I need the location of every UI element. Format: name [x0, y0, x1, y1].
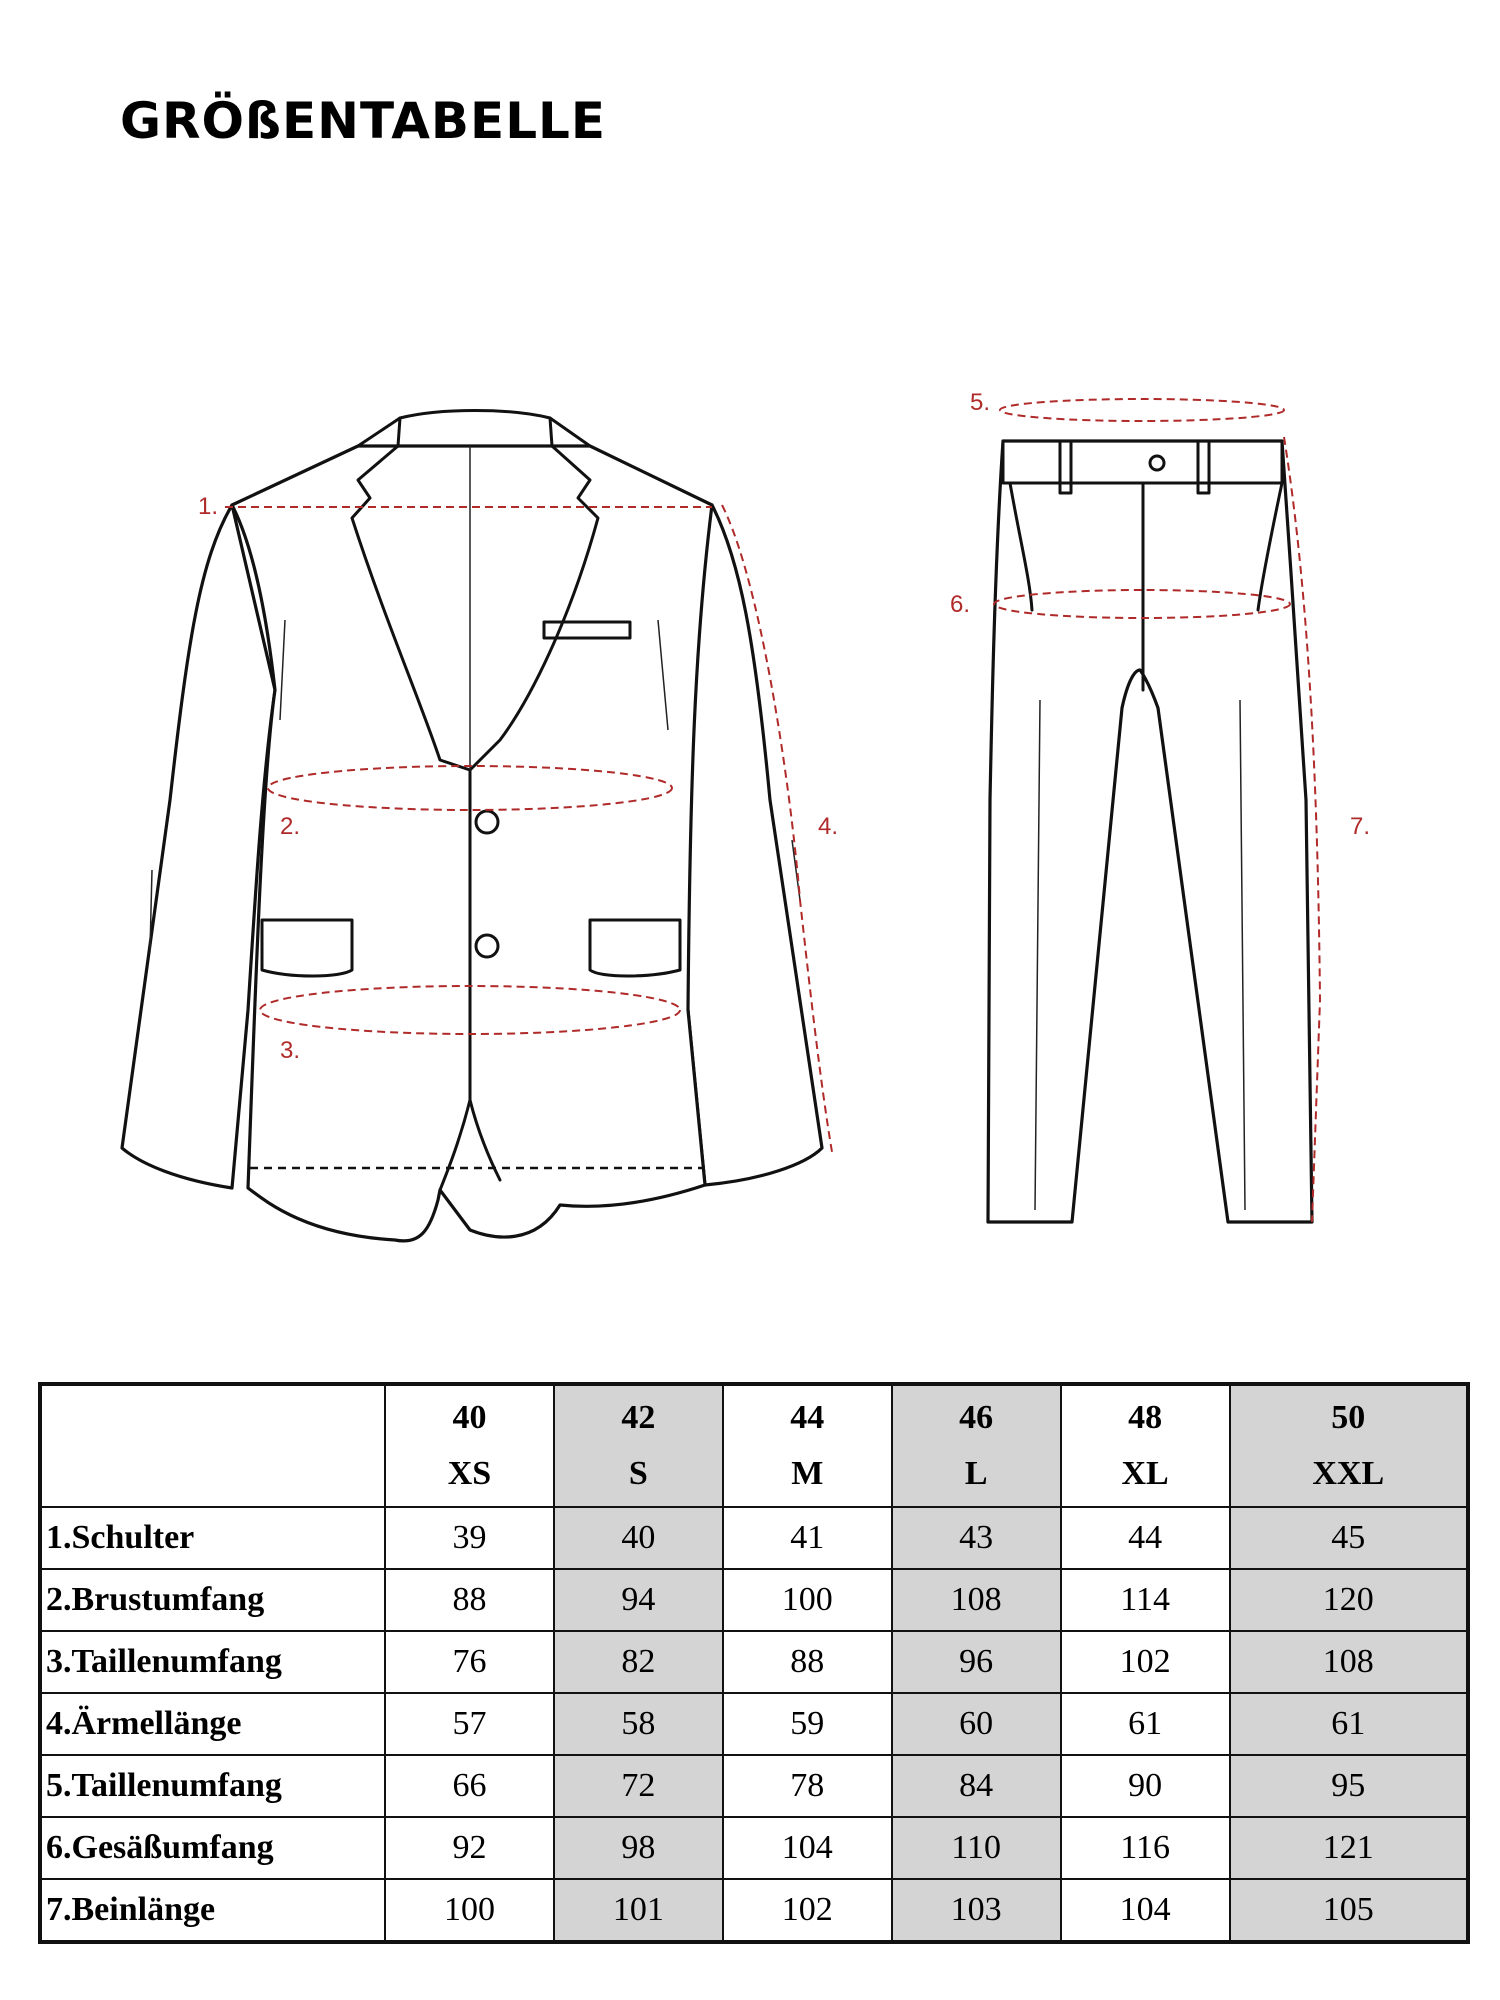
table-cell: 108 — [892, 1569, 1061, 1631]
table-cell: 94 — [554, 1569, 723, 1631]
table-cell: 104 — [723, 1817, 892, 1879]
table-cell: 98 — [554, 1817, 723, 1879]
size-header-xs: 40 XS — [385, 1384, 554, 1507]
corner-cell — [40, 1384, 385, 1507]
table-cell: 84 — [892, 1755, 1061, 1817]
table-cell: 114 — [1061, 1569, 1230, 1631]
row-label: 3.Taillenumfang — [40, 1631, 385, 1693]
table-cell: 120 — [1230, 1569, 1468, 1631]
row-label: 2.Brustumfang — [40, 1569, 385, 1631]
size-header-s: 42 S — [554, 1384, 723, 1507]
table-cell: 100 — [385, 1879, 554, 1942]
table-cell: 82 — [554, 1631, 723, 1693]
table-cell: 102 — [723, 1879, 892, 1942]
table-cell: 88 — [723, 1631, 892, 1693]
table-row — [40, 1755, 1468, 1817]
table-cell: 61 — [1230, 1693, 1468, 1755]
size-header-l: 46 L — [892, 1384, 1061, 1507]
measure-label-7: 7. — [1350, 813, 1371, 840]
table-cell: 103 — [892, 1879, 1061, 1942]
table-cell: 40 — [554, 1507, 723, 1569]
table-cell: 101 — [554, 1879, 723, 1942]
table-cell: 105 — [1230, 1879, 1468, 1942]
table-cell: 45 — [1230, 1507, 1468, 1569]
measure-label-5: 5. — [970, 389, 991, 416]
jacket-drawing — [122, 411, 832, 1241]
size-header-row — [40, 1384, 1468, 1507]
table-cell: 78 — [723, 1755, 892, 1817]
row-label: 5.Taillenumfang — [40, 1755, 385, 1817]
table-cell: 110 — [892, 1817, 1061, 1879]
table-cell: 57 — [385, 1693, 554, 1755]
measure-label-1: 1. — [198, 493, 219, 520]
table-cell: 72 — [554, 1755, 723, 1817]
table-cell: 76 — [385, 1631, 554, 1693]
table-row — [40, 1507, 1468, 1569]
row-label: 6.Gesäßumfang — [40, 1817, 385, 1879]
table-cell: 108 — [1230, 1631, 1468, 1693]
table-cell: 39 — [385, 1507, 554, 1569]
table-cell: 95 — [1230, 1755, 1468, 1817]
table-cell: 66 — [385, 1755, 554, 1817]
table-cell: 61 — [1061, 1693, 1230, 1755]
table-cell: 121 — [1230, 1817, 1468, 1879]
table-cell: 102 — [1061, 1631, 1230, 1693]
size-header-xl: 48 XL — [1061, 1384, 1230, 1507]
measure-label-4: 4. — [818, 813, 839, 840]
size-table — [38, 1382, 1470, 1944]
table-cell: 90 — [1061, 1755, 1230, 1817]
row-label: 7.Beinlänge — [40, 1879, 385, 1942]
table-row — [40, 1879, 1468, 1942]
table-row — [40, 1569, 1468, 1631]
size-header-xxl: 50 XXL — [1230, 1384, 1468, 1507]
measure-label-6: 6. — [950, 591, 971, 618]
table-row — [40, 1817, 1468, 1879]
table-cell: 60 — [892, 1693, 1061, 1755]
table-cell: 104 — [1061, 1879, 1230, 1942]
size-header-m: 44 M — [723, 1384, 892, 1507]
trousers-drawing — [988, 399, 1320, 1222]
measure-label-3: 3. — [280, 1037, 301, 1064]
table-cell: 96 — [892, 1631, 1061, 1693]
table-cell: 58 — [554, 1693, 723, 1755]
table-cell: 44 — [1061, 1507, 1230, 1569]
table-row — [40, 1631, 1468, 1693]
table-cell: 41 — [723, 1507, 892, 1569]
table-cell: 59 — [723, 1693, 892, 1755]
table-cell: 92 — [385, 1817, 554, 1879]
page-title: GRÖßENTABELLE — [120, 92, 607, 150]
table-cell: 43 — [892, 1507, 1061, 1569]
measure-label-2: 2. — [280, 813, 301, 840]
row-label: 4.Ärmellänge — [40, 1693, 385, 1755]
table-cell: 100 — [723, 1569, 892, 1631]
table-row — [40, 1693, 1468, 1755]
table-cell: 88 — [385, 1569, 554, 1631]
table-cell: 116 — [1061, 1817, 1230, 1879]
row-label: 1.Schulter — [40, 1507, 385, 1569]
